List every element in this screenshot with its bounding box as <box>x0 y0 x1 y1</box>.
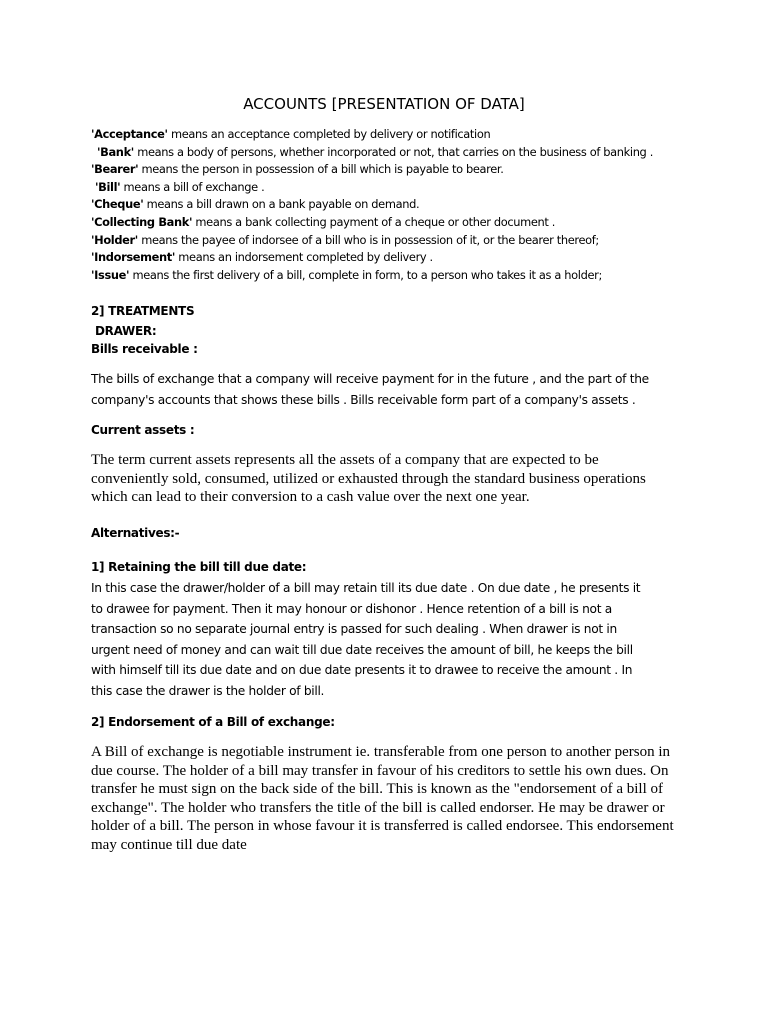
paragraph-line: The term current assets represents all the assets of a company that are expected to be <box>91 452 599 468</box>
definition-item <box>91 267 711 285</box>
alternatives-heading: Alternatives:- <box>91 526 180 540</box>
definition-item <box>91 249 711 267</box>
paragraph-line: may continue till due date <box>91 836 247 853</box>
definition-term: 'Holder' <box>91 232 138 247</box>
paragraph-line: urgent need of money and can wait till due date receives the amount of bill, he keeps the bill <box>91 642 633 657</box>
definition-text: means the person in possession of a bill which is payable to bearer. <box>138 162 504 177</box>
definition-term: 'Cheque' <box>91 197 144 212</box>
definition-item <box>91 126 711 144</box>
page-title: ACCOUNTS [PRESENTATION OF DATA] <box>243 95 525 113</box>
paragraph-line: holder of a bill. The person in whose favour it is transferred is called endorsee. This endorsement <box>91 818 674 834</box>
paragraph-line: The bills of exchange that a company will receive payment for in the future , and the part of the <box>91 372 649 386</box>
retaining-heading: 1] Retaining the bill till due date: <box>91 560 307 574</box>
definition-text: means an acceptance completed by delivery or notification <box>167 127 491 141</box>
definition-text: means an indorsement completed by delivery . <box>175 250 433 265</box>
paragraph-line: A Bill of exchange is negotiable instrument ie. transferable from one person to another person in <box>91 744 671 760</box>
current-assets-paragraph <box>91 451 691 507</box>
definition-term: 'Bearer' <box>91 162 139 177</box>
definitions-list <box>91 126 711 284</box>
paragraph-line: which can lead to their conversion to a cash value over the next one year. <box>91 489 530 505</box>
paragraph-line: company's accounts that shows these bills . Bills receivable form part of a company's assets . <box>91 392 636 407</box>
drawer-heading: DRAWER: <box>95 324 157 338</box>
definition-text: means a body of persons, whether incorporated or not, that carries on the business of banking . <box>133 144 653 159</box>
paragraph-line: exchange". The holder who transfers the title of the bill is called endorser. He may be drawer or <box>91 799 665 816</box>
bills-receivable-heading: Bills receivable : <box>91 342 198 356</box>
definition-item <box>91 196 711 214</box>
definition-term: 'Acceptance' <box>91 127 168 141</box>
paragraph-line: to drawee for payment. Then it may honour or dishonor . Hence retention of a bill is not a <box>91 601 612 616</box>
treatments-heading: 2] TREATMENTS <box>91 304 195 318</box>
definition-term: 'Issue' <box>91 267 130 282</box>
definition-text: means the payee of indorsee of a bill who is in possession of it, or the bearer thereof; <box>137 232 599 247</box>
definition-item <box>91 232 711 250</box>
definition-term: 'Collecting Bank' <box>91 214 193 229</box>
definition-item <box>91 161 711 179</box>
definition-item <box>91 214 711 232</box>
paragraph-line: with himself till its due date and on due date presents it to drawee to receive the amount . In <box>91 663 633 677</box>
definition-term: 'Bank' <box>97 144 134 159</box>
definition-text: means the first delivery of a bill, complete in form, to a person who takes it as a holder; <box>129 267 602 282</box>
paragraph-line: transfer he must sign on the back side of the bill. This is known as the "endorsement of a bill of <box>91 781 663 797</box>
endorsement-paragraph <box>91 743 691 854</box>
definition-item <box>91 144 711 162</box>
definition-term: 'Indorsement' <box>91 250 176 265</box>
retaining-paragraph <box>91 578 691 701</box>
endorsement-heading: 2] Endorsement of a Bill of exchange: <box>91 715 335 729</box>
definition-text: means a bill drawn on a bank payable on demand. <box>143 197 420 212</box>
definition-text: means a bank collecting payment of a cheque or other document . <box>192 214 556 229</box>
paragraph-line: conveniently sold, consumed, utilized or exhausted through the standard business operations <box>91 470 646 487</box>
current-assets-heading: Current assets : <box>91 423 195 437</box>
paragraph-line: due course. The holder of a bill may transfer in favour of his creditors to settle his own dues. On <box>91 762 669 779</box>
definition-term: 'Bill' <box>95 179 121 194</box>
paragraph-line: transaction so no separate journal entry is passed for such dealing . When drawer is not in <box>91 622 617 636</box>
paragraph-line: this case the drawer is the holder of bill. <box>91 683 325 698</box>
definition-item <box>91 179 711 197</box>
paragraph-line: In this case the drawer/holder of a bill may retain till its due date . On due date , he presents it <box>91 581 641 595</box>
bills-receivable-paragraph <box>91 369 691 410</box>
definition-text: means a bill of exchange . <box>120 179 265 194</box>
